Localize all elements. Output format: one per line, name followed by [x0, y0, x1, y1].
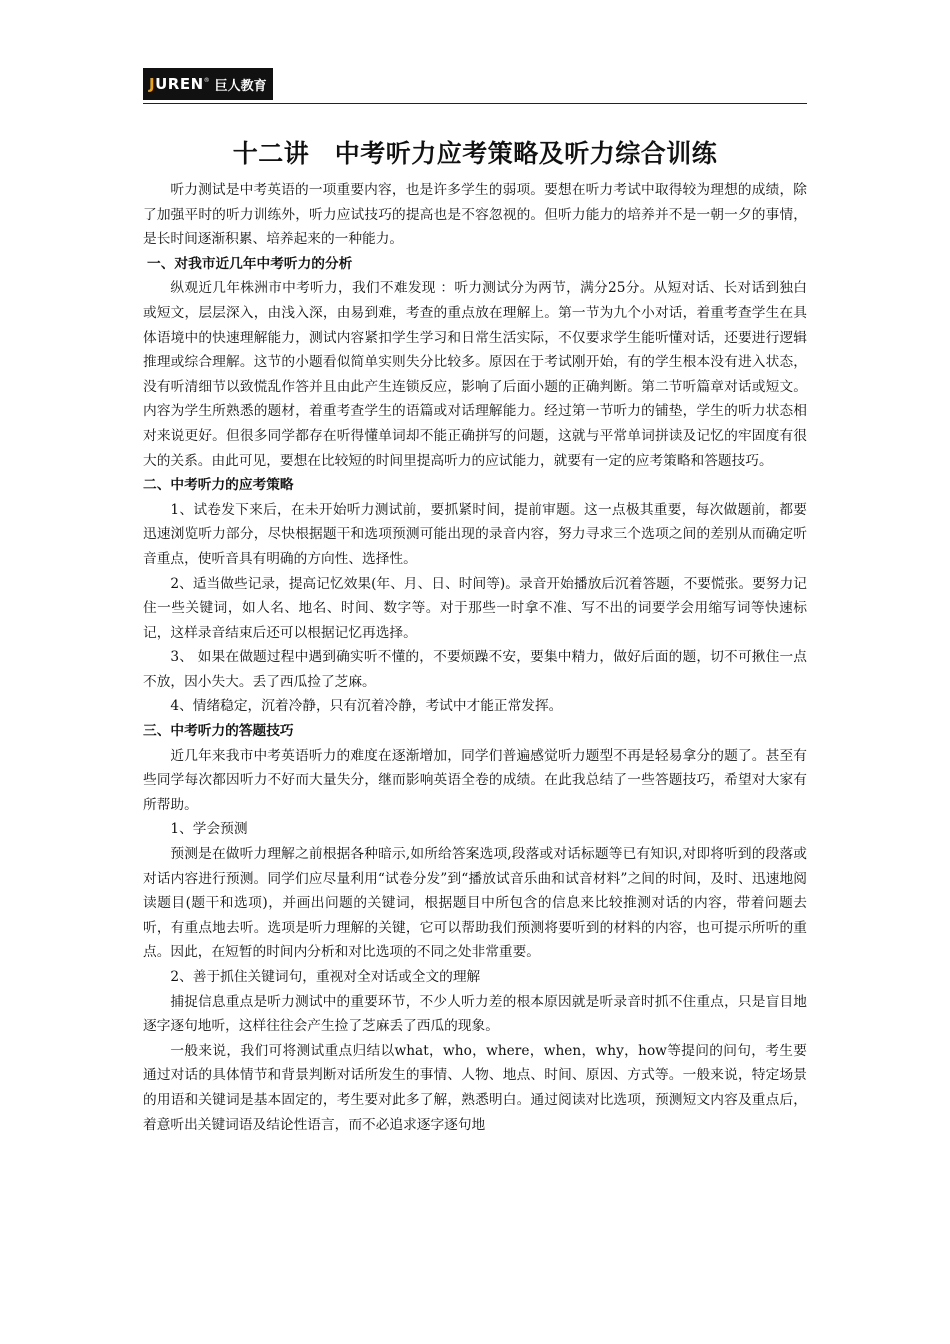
logo-brand: JUREN	[149, 75, 204, 93]
analysis-paragraph: 纵观近几年株洲市中考听力，我们不难发现 ：听力测试分为两节，满分25分。从短对话、长对话到独白或短文，层层深入，由浅入深，由易到难，考查的重点放在理解上。第一节为九个小对话，着重考查学生在具体语境中的快速理解能力，测试内容紧扣学生学习和日常生活实际，不仅要求学生能听懂对话，还要进行逻辑推理或综合理解。这节的小题看似简单实则失分比较多。原因在于考试刚开始，有的学生根本没有进入状态，没有听清细节以致慌乱作答并且由此产生连锁反应，影响了后面小题的正确判断。第二节听篇章对话或短文。内容为学生所熟悉的题材，着重考查学生的语篇或对话理解能力。经过第一节听力的铺垫，学生的听力状态相对来说更好。但很多同学都存在听得懂单词却不能正确拼写的问题，这就与平常单词拼读及记忆的牢固度有很大的关系。由此可见，要想在比较短的时间里提高听力的应试能力，就要有一定的应考策略和答题技巧。	[143, 280, 807, 469]
keywords-paragraph: 捕捉信息重点是听力测试中的重要环节，不少人听力差的根本原因就是听录音时抓不住重点，只是盲目地逐字逐句地听，这样往往会产生捡了芝麻丢了西瓜的现象。	[143, 993, 807, 1035]
strategy-item: 3、 如果在做题过程中遇到确实听不懂的，不要烦躁不安，要集中精力，做好后面的题，切不可揪住一点不放，因小失大。丢了西瓜捡了芝麻。	[143, 649, 807, 690]
juren-logo	[143, 68, 273, 100]
strategy-item: 1、试卷发下来后，在未开始听力测试前，要抓紧时间，提前审题。这一点极其重要，每次做题前，都要迅速浏览听力部分，尽快根据题干和选项预测可能出现的录音内容，努力寻求三个选项之间的差别从而确定听音重点，使听音具有明确的方向性、选择性。	[143, 501, 807, 567]
keywords-paragraph: 一般来说，我们可将测试重点归结以what，who，where，when，why，how等提问的问句，考生要通过对话的具体情节和背景判断对话所发生的事情、人物、地点、时间、原因、方式等。一般来说，特定场景的用语和关键词是基本固定的，考生要对此多了解，熟悉明白。通过阅读对比选项，预测短文内容及重点后，着意听出关键词语及结论性语言，而不必追求逐字逐句地	[143, 1042, 807, 1133]
strategy-item: 4、情绪稳定，沉着冷静，只有沉着冷静，考试中才能正常发挥。	[170, 698, 563, 715]
intro-paragraph: 听力测试是中考英语的一项重要内容，也是许多学生的弱项。要想在听力考试中取得较为理想的成绩，除了加强平时的听力训练外，听力应试技巧的提高也是不容忽视的。但听力能力的培养并不是一朝一夕的事情，是长时间逐渐积累、培养起来的一种能力。	[143, 182, 807, 248]
techniques-intro-paragraph: 近几年来我市中考英语听力的难度在逐渐增加，同学们普遍感觉听力题型不再是轻易拿分的题了。甚至有些同学每次都因听力不好而大量失分，继而影响英语全卷的成绩。在此我总结了一些答题技巧，希望对大家有所帮助。	[143, 747, 807, 813]
document-body	[143, 178, 807, 1137]
page-header	[143, 66, 807, 104]
section-heading-strategy: 二、中考听力的应考策略	[143, 477, 294, 494]
section-heading-analysis: 一、对我市近几年中考听力的分析	[147, 255, 353, 272]
subsection-title-keywords: 2、善于抓住关键词句，重视对全对话或全文的理解	[170, 969, 481, 985]
logo-chinese-name: 巨人教育	[214, 78, 267, 94]
prediction-paragraph: 预测是在做听力理解之前根据各种暗示,如所给答案选项,段落或对话标题等已有知识,对即将听到的段落或对话内容进行预测。同学们应尽量利用“试卷分发”到“播放试音乐曲和试音材料”之间的时间，及时、迅速地阅读题目(题干和选项)，并画出问题的关键词，根据题目中所包含的信息来比较推测对话的内容，带着问题去听，有重点地去听。选项是听力理解的关键，它可以帮助我们预测将要听到的材料的内容，也可提示所听的重点。因此，在短暂的时间内分析和对比选项的不同之处非常重要。	[143, 846, 807, 961]
section-heading-techniques: 三、中考听力的答题技巧	[143, 723, 294, 740]
logo-registered-mark: ®	[203, 76, 210, 84]
strategy-item: 2、适当做些记录，提高记忆效果(年、月、日、时间等)。录音开始播放后沉着答题，不要慌张。要努力记住一些关键词，如人名、地名、时间、数字等。对于那些一时拿不准、写不出的词要学会用缩写词等快速标记，这样录音结束后还可以根据记忆再选择。	[143, 575, 807, 641]
subsection-title-prediction: 1、学会预测	[170, 821, 248, 838]
header-divider	[143, 103, 807, 104]
document-title: 十二讲 中考听力应考策略及听力综合训练	[232, 139, 718, 168]
